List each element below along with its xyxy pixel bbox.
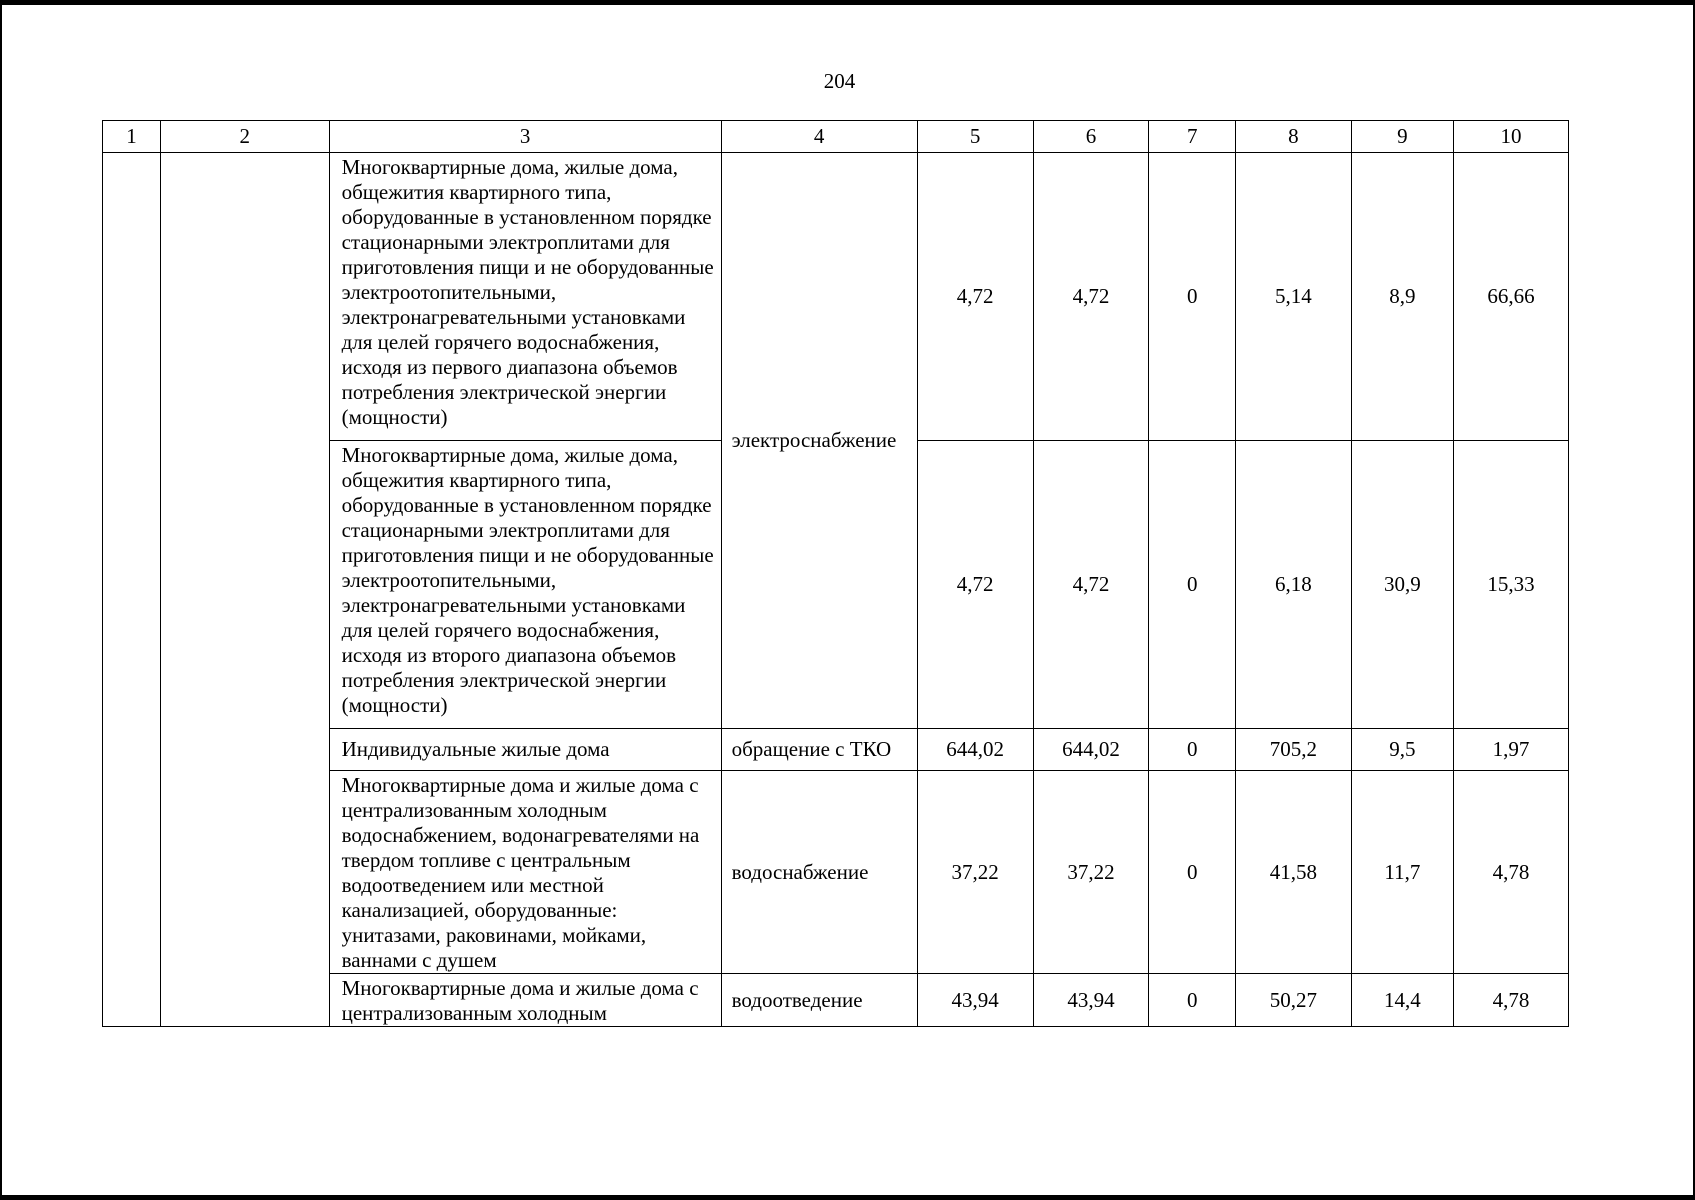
tariff-table [102, 120, 1569, 1027]
value-cell: 0 [1149, 729, 1235, 771]
value-cell: 50,27 [1235, 974, 1351, 1027]
header-cell: 3 [329, 121, 721, 153]
value-cell: 4,72 [1033, 153, 1149, 441]
value-cell: 644,02 [917, 729, 1033, 771]
header-cell: 7 [1149, 121, 1235, 153]
value-cell: 43,94 [917, 974, 1033, 1027]
row-description: Многоквартирные дома и жилые дома с централизованным холодным водоснабжением, водонагревателями на твердом топливе с центральным водоотведением или местной канализацией, оборудованные: унитазами, раковинами, мойками, ваннами с душем [329, 771, 721, 974]
row-description: Многоквартирные дома, жилые дома, общежития квартирного типа, оборудованные в установленном порядке стационарными электроплитами для приготовления пищи и не оборудованные электроотопительными, электронагревательными установками для целей горячего водоснабжения, исходя из первого диапазона объемов потребления электрической энергии (мощности) [329, 153, 721, 441]
value-cell: 11,7 [1351, 771, 1453, 974]
value-cell: 8,9 [1351, 153, 1453, 441]
value-cell: 4,78 [1454, 771, 1569, 974]
value-cell: 5,14 [1235, 153, 1351, 441]
header-cell: 5 [917, 121, 1033, 153]
service-cell: обращение с ТКО [721, 729, 917, 771]
service-cell: водоотведение [721, 974, 917, 1027]
value-cell: 4,72 [1033, 441, 1149, 729]
value-cell: 4,78 [1454, 974, 1569, 1027]
value-cell: 66,66 [1454, 153, 1569, 441]
value-cell: 0 [1149, 153, 1235, 441]
value-cell: 43,94 [1033, 974, 1149, 1027]
page-number: 204 [823, 69, 856, 93]
value-cell: 705,2 [1235, 729, 1351, 771]
value-cell: 644,02 [1033, 729, 1149, 771]
header-cell: 2 [160, 121, 329, 153]
table-header-row [103, 121, 1569, 153]
header-cell: 10 [1454, 121, 1569, 153]
value-cell: 0 [1149, 974, 1235, 1027]
service-cell: водоснабжение [721, 771, 917, 974]
value-cell: 0 [1149, 771, 1235, 974]
value-cell: 1,97 [1454, 729, 1569, 771]
header-cell: 6 [1033, 121, 1149, 153]
value-cell: 41,58 [1235, 771, 1351, 974]
value-cell: 4,72 [917, 441, 1033, 729]
value-cell: 14,4 [1351, 974, 1453, 1027]
value-cell: 4,72 [917, 153, 1033, 441]
value-cell: 15,33 [1454, 441, 1569, 729]
empty-cell-col1 [103, 153, 161, 1027]
document-page [2, 5, 1693, 1195]
header-cell: 8 [1235, 121, 1351, 153]
row-description: Многоквартирные дома и жилые дома с централизованным холодным [329, 974, 721, 1027]
value-cell: 37,22 [917, 771, 1033, 974]
empty-cell-col2 [160, 153, 329, 1027]
value-cell: 30,9 [1351, 441, 1453, 729]
row-description: Индивидуальные жилые дома [329, 729, 721, 771]
header-cell: 1 [103, 121, 161, 153]
row-description: Многоквартирные дома, жилые дома, общежития квартирного типа, оборудованные в установленном порядке стационарными электроплитами для приготовления пищи и не оборудованные электроотопительными, электронагревательными установками для целей горячего водоснабжения, исходя из второго диапазона объемов потребления электрической энергии (мощности) [329, 441, 721, 729]
value-cell: 9,5 [1351, 729, 1453, 771]
value-cell: 0 [1149, 441, 1235, 729]
value-cell: 6,18 [1235, 441, 1351, 729]
header-cell: 9 [1351, 121, 1453, 153]
header-cell: 4 [721, 121, 917, 153]
service-cell: электроснабжение [721, 153, 917, 729]
table-row [103, 153, 1569, 441]
value-cell: 37,22 [1033, 771, 1149, 974]
